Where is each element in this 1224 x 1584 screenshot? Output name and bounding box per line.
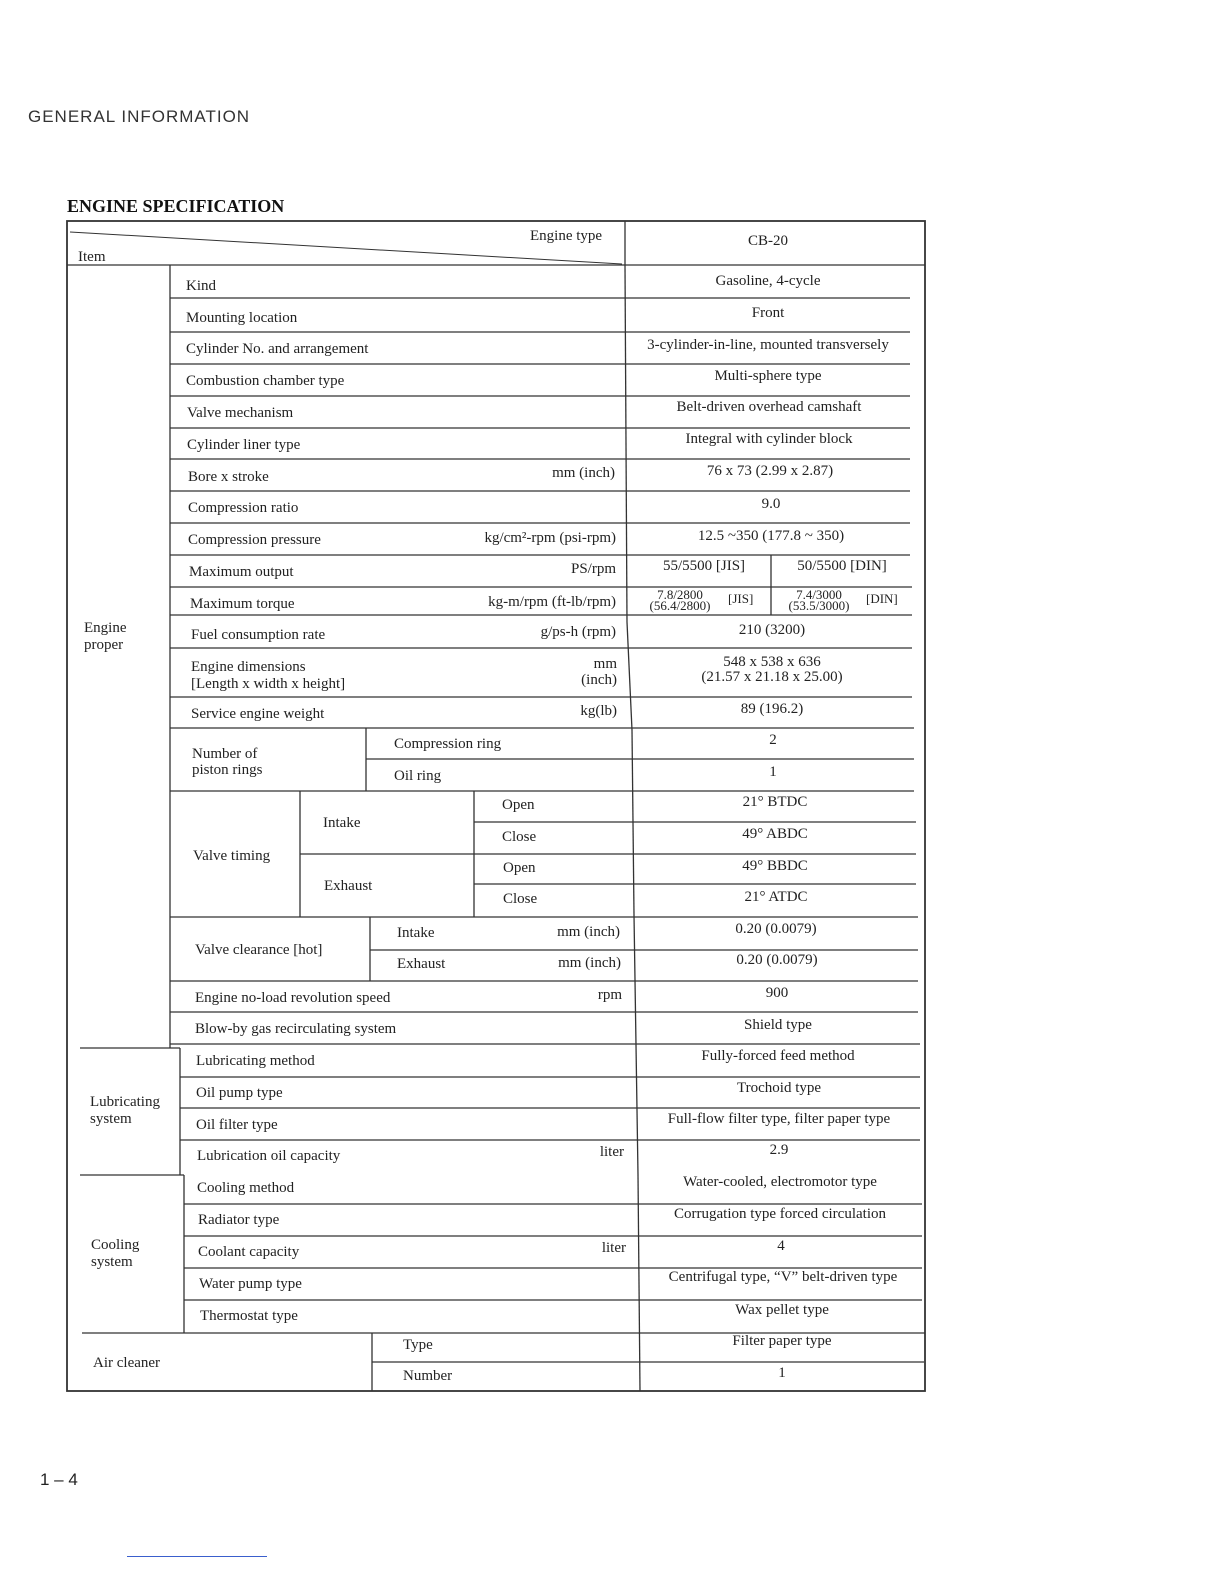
row-label-2: [Length x width x height] <box>191 676 346 692</box>
torque-din-tag: [DIN] <box>866 591 898 606</box>
row-value-jis: 55/5500 [JIS] <box>662 558 746 574</box>
sub-label: Compression ring <box>394 736 502 752</box>
row-value: Centrifugal type, “V” belt-driven type <box>668 1269 898 1285</box>
row-label: Radiator type <box>198 1212 280 1228</box>
row-value: Fully-forced feed method <box>701 1048 855 1064</box>
row-value: 76 x 73 (2.99 x 2.87) <box>706 463 834 479</box>
row-value: Belt-driven overhead camshaft <box>676 399 862 415</box>
row-label: Engine no-load revolution speed <box>195 990 391 1006</box>
row-value: Filter paper type <box>732 1333 832 1349</box>
row-label: Compression ratio <box>188 500 299 516</box>
row-value: 49° BBDC <box>742 858 808 874</box>
sub-label: Oil ring <box>394 768 442 784</box>
torque-jis-tag: [JIS] <box>728 591 754 606</box>
row-label: Compression pressure <box>188 532 321 548</box>
row-label: Cylinder liner type <box>187 437 301 453</box>
row-value: 0.20 (0.0079) <box>736 952 818 968</box>
row-label: Engine dimensions <box>191 659 306 675</box>
row-value: 21° BTDC <box>742 794 808 810</box>
group-cooling: Cooling system <box>91 1237 140 1270</box>
row-value: 2.9 <box>769 1142 789 1158</box>
row-label: Blow-by gas recirculating system <box>195 1021 397 1037</box>
sub-label: Exhaust <box>397 956 446 972</box>
row-value: 548 x 538 x 636 <box>723 654 821 670</box>
row-label: Coolant capacity <box>198 1244 300 1260</box>
row-label: Valve clearance [hot] <box>195 942 323 958</box>
row-label: Service engine weight <box>191 706 325 722</box>
row-label-2: piston rings <box>192 762 263 778</box>
row-value: Front <box>751 305 785 321</box>
row-unit: mm (inch) <box>552 465 615 481</box>
row-value: Gasoline, 4-cycle <box>715 273 821 289</box>
sub-label: Number <box>403 1368 453 1384</box>
row-label: Bore x stroke <box>188 469 269 485</box>
row-label: Lubricating method <box>196 1053 315 1069</box>
group-air-cleaner: Air cleaner <box>93 1355 161 1371</box>
row-label: Mounting location <box>186 310 298 326</box>
row-value: 210 (3200) <box>738 622 806 638</box>
row-unit-2: (inch) <box>581 672 617 688</box>
row-label: Cylinder No. and arrangement <box>186 341 369 357</box>
torque-din-bottom: (53.5/3000) <box>788 598 850 613</box>
col-engine-type-label: Engine type <box>530 228 603 244</box>
sub-label: Exhaust <box>324 878 373 894</box>
row-unit: mm <box>593 656 617 672</box>
row-value: 1 <box>778 1365 786 1381</box>
row-label: Fuel consumption rate <box>191 627 326 643</box>
row-value: 49° ABDC <box>742 826 808 842</box>
row-unit: kg(lb) <box>580 703 617 719</box>
row-value: 2 <box>769 732 777 748</box>
torque-jis-bottom: (56.4/2800) <box>649 598 711 613</box>
row-unit: liter <box>599 1144 624 1160</box>
row-label: Oil filter type <box>196 1117 278 1133</box>
sub-label: Intake <box>397 925 435 941</box>
row-value: Water-cooled, electromotor type <box>683 1174 877 1190</box>
section-header: GENERAL INFORMATION <box>28 107 251 126</box>
row-value: 9.0 <box>761 496 781 512</box>
row-value: 900 <box>765 985 789 1001</box>
row-unit: mm (inch) <box>557 924 620 940</box>
row-unit: mm (inch) <box>558 955 621 971</box>
row-label: Combustion chamber type <box>186 373 345 389</box>
row-value: Integral with cylinder block <box>685 431 853 447</box>
row-value: 12.5 ~350 (177.8 ~ 350) <box>697 528 845 544</box>
group-lubricating: Lubricating system <box>90 1094 160 1127</box>
row-value-2: (21.57 x 21.18 x 25.00) <box>701 669 843 685</box>
group-engine-proper: Engine proper <box>84 620 127 653</box>
row-label: Number of <box>192 746 258 762</box>
row-label: Cooling method <box>197 1180 295 1196</box>
row-value: Multi-sphere type <box>714 368 822 384</box>
col-item-label: Item <box>78 249 106 265</box>
row-label: Maximum torque <box>190 596 295 612</box>
row-value: 3-cylinder-in-line, mounted transversely <box>647 337 889 353</box>
row-value: Full-flow filter type, filter paper type <box>667 1111 891 1127</box>
row-value: Wax pellet type <box>735 1302 829 1318</box>
engine-model: CB-20 <box>747 233 789 249</box>
row-value: Trochoid type <box>736 1080 822 1096</box>
row-label: Maximum output <box>189 564 294 580</box>
row-label: Oil pump type <box>196 1085 283 1101</box>
row-unit: g/ps-h (rpm) <box>540 624 616 640</box>
row-unit: PS/rpm <box>570 561 616 577</box>
sub-label: Close <box>502 829 537 845</box>
row-label: Valve timing <box>193 848 271 864</box>
row-value: 1 <box>769 764 777 780</box>
footer-rule <box>127 1556 267 1557</box>
row-value: Shield type <box>744 1017 812 1033</box>
row-label: Valve mechanism <box>187 405 294 421</box>
sub-label: Type <box>403 1337 433 1353</box>
row-label: Thermostat type <box>200 1308 298 1324</box>
row-unit: kg-m/rpm (ft-lb/rpm) <box>488 594 616 610</box>
row-unit: kg/cm²-rpm (psi-rpm) <box>484 530 616 546</box>
row-unit: rpm <box>597 987 622 1003</box>
row-value: Corrugation type forced circulation <box>673 1206 887 1222</box>
page-title: ENGINE SPECIFICATION <box>67 196 285 216</box>
sub-label: Close <box>503 891 538 907</box>
row-value: 89 (196.2) <box>740 701 804 717</box>
sub-label: Intake <box>323 815 361 831</box>
torque-din-top: 7.4/3000 <box>796 587 842 602</box>
torque-jis-top: 7.8/2800 <box>657 587 703 602</box>
sub-label: Open <box>503 860 536 876</box>
row-label: Lubrication oil capacity <box>197 1148 341 1164</box>
row-unit: liter <box>601 1240 626 1256</box>
row-label: Water pump type <box>199 1276 302 1292</box>
row-value-din: 50/5500 [DIN] <box>797 558 887 574</box>
row-value: 21° ATDC <box>744 889 808 905</box>
page-number: 1 – 4 <box>40 1470 78 1489</box>
row-value: 4 <box>777 1238 785 1254</box>
row-value: 0.20 (0.0079) <box>735 921 817 937</box>
sub-label: Open <box>502 797 535 813</box>
row-label: Kind <box>186 278 216 294</box>
